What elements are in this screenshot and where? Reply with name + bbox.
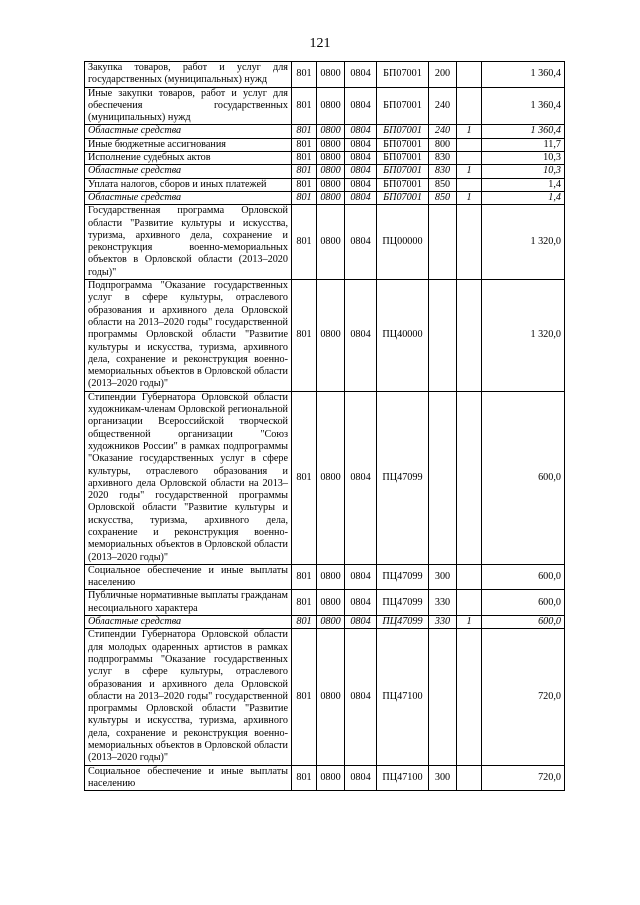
table-row: [85, 191, 565, 204]
amount-cell: 600,0: [482, 391, 565, 564]
expense-type-cell: 850: [429, 191, 457, 204]
subsection-code-cell: 0804: [345, 629, 377, 765]
ministry-code-cell: 801: [292, 391, 317, 564]
expense-name-cell: Областные средства: [85, 165, 292, 178]
target-article-cell: ПЦ47099: [377, 564, 429, 590]
section-code-cell: 0800: [317, 152, 345, 165]
ministry-code-cell: 801: [292, 152, 317, 165]
ministry-code-cell: 801: [292, 138, 317, 151]
section-code-cell: 0800: [317, 87, 345, 125]
expense-type-cell: 830: [429, 165, 457, 178]
table-row: [85, 178, 565, 191]
expense-name-cell: Социальное обеспечение и иные выплаты населению: [85, 765, 292, 791]
funding-source-cell: [457, 87, 482, 125]
subsection-code-cell: 0804: [345, 590, 377, 616]
target-article-cell: БП07001: [377, 138, 429, 151]
subsection-code-cell: 0804: [345, 178, 377, 191]
section-code-cell: 0800: [317, 629, 345, 765]
target-article-cell: ПЦ47100: [377, 629, 429, 765]
amount-cell: 720,0: [482, 765, 565, 791]
ministry-code-cell: 801: [292, 205, 317, 280]
funding-source-cell: 1: [457, 191, 482, 204]
subsection-code-cell: 0804: [345, 125, 377, 138]
table-row: [85, 205, 565, 280]
funding-source-cell: [457, 765, 482, 791]
table-row: [85, 165, 565, 178]
target-article-cell: ПЦ47099: [377, 616, 429, 629]
ministry-code-cell: 801: [292, 125, 317, 138]
target-article-cell: ПЦ47099: [377, 590, 429, 616]
table-row: [85, 87, 565, 125]
funding-source-cell: [457, 564, 482, 590]
subsection-code-cell: 0804: [345, 205, 377, 280]
budget-table-body: [85, 62, 565, 791]
expense-type-cell: 830: [429, 152, 457, 165]
target-article-cell: ПЦ00000: [377, 205, 429, 280]
target-article-cell: БП07001: [377, 178, 429, 191]
table-row: [85, 765, 565, 791]
table-row: [85, 125, 565, 138]
expense-name-cell: Иные закупки товаров, работ и услуг для обеспечения государственных (муниципальных) нужд: [85, 87, 292, 125]
amount-cell: 1,4: [482, 191, 565, 204]
table-row: [85, 138, 565, 151]
funding-source-cell: [457, 178, 482, 191]
funding-source-cell: [457, 590, 482, 616]
section-code-cell: 0800: [317, 564, 345, 590]
section-code-cell: 0800: [317, 62, 345, 88]
funding-source-cell: [457, 62, 482, 88]
expense-name-cell: Государственная программа Орловской области "Развитие культуры и искусства, туризма, архивного дела, сохранение и реконструкция военно-мемориальных объектов в Орловской области (2013–2020 годы)": [85, 205, 292, 280]
section-code-cell: 0800: [317, 280, 345, 392]
table-row: [85, 629, 565, 765]
amount-cell: 600,0: [482, 616, 565, 629]
amount-cell: 1 320,0: [482, 205, 565, 280]
subsection-code-cell: 0804: [345, 280, 377, 392]
target-article-cell: БП07001: [377, 87, 429, 125]
amount-cell: 1,4: [482, 178, 565, 191]
subsection-code-cell: 0804: [345, 152, 377, 165]
subsection-code-cell: 0804: [345, 564, 377, 590]
expense-name-cell: Областные средства: [85, 616, 292, 629]
target-article-cell: ПЦ40000: [377, 280, 429, 392]
ministry-code-cell: 801: [292, 178, 317, 191]
section-code-cell: 0800: [317, 765, 345, 791]
table-row: [85, 590, 565, 616]
expense-type-cell: 300: [429, 765, 457, 791]
ministry-code-cell: 801: [292, 765, 317, 791]
target-article-cell: ПЦ47099: [377, 391, 429, 564]
table-row: [85, 616, 565, 629]
section-code-cell: 0800: [317, 205, 345, 280]
ministry-code-cell: 801: [292, 165, 317, 178]
amount-cell: 1 360,4: [482, 87, 565, 125]
subsection-code-cell: 0804: [345, 165, 377, 178]
subsection-code-cell: 0804: [345, 138, 377, 151]
expense-name-cell: Закупка товаров, работ и услуг для государственных (муниципальных) нужд: [85, 62, 292, 88]
ministry-code-cell: 801: [292, 590, 317, 616]
subsection-code-cell: 0804: [345, 191, 377, 204]
target-article-cell: БП07001: [377, 125, 429, 138]
expense-name-cell: Исполнение судебных актов: [85, 152, 292, 165]
ministry-code-cell: 801: [292, 191, 317, 204]
amount-cell: 720,0: [482, 629, 565, 765]
expense-name-cell: Иные бюджетные ассигнования: [85, 138, 292, 151]
ministry-code-cell: 801: [292, 616, 317, 629]
section-code-cell: 0800: [317, 590, 345, 616]
amount-cell: 10,3: [482, 152, 565, 165]
subsection-code-cell: 0804: [345, 62, 377, 88]
ministry-code-cell: 801: [292, 564, 317, 590]
section-code-cell: 0800: [317, 178, 345, 191]
expense-type-cell: [429, 391, 457, 564]
expense-name-cell: Публичные нормативные выплаты гражданам несоциального характера: [85, 590, 292, 616]
expense-type-cell: 330: [429, 590, 457, 616]
subsection-code-cell: 0804: [345, 87, 377, 125]
funding-source-cell: [457, 391, 482, 564]
subsection-code-cell: 0804: [345, 391, 377, 564]
amount-cell: 10,3: [482, 165, 565, 178]
funding-source-cell: [457, 205, 482, 280]
expense-name-cell: Стипендии Губернатора Орловской области для молодых одаренных артистов в рамках подпрограммы "Оказание государственных услуг в сфере культуры, отраслевого образования и архивного дела Орловской области на 2013–2020 годы" государственной программы Орловской области "Развитие культуры и искусства, туризма, архивного дела, сохранение и реконструкция военно-мемориальных объектов в Орловской области (2013–2020 годы)": [85, 629, 292, 765]
target-article-cell: БП07001: [377, 62, 429, 88]
ministry-code-cell: 801: [292, 629, 317, 765]
table-row: [85, 280, 565, 392]
expense-name-cell: Областные средства: [85, 125, 292, 138]
amount-cell: 1 320,0: [482, 280, 565, 392]
target-article-cell: БП07001: [377, 165, 429, 178]
expense-type-cell: [429, 629, 457, 765]
budget-table: [84, 61, 565, 791]
table-row: [85, 564, 565, 590]
amount-cell: 1 360,4: [482, 125, 565, 138]
expense-name-cell: Социальное обеспечение и иные выплаты населению: [85, 564, 292, 590]
target-article-cell: БП07001: [377, 152, 429, 165]
ministry-code-cell: 801: [292, 62, 317, 88]
expense-type-cell: 240: [429, 125, 457, 138]
expense-type-cell: 240: [429, 87, 457, 125]
expense-type-cell: 850: [429, 178, 457, 191]
funding-source-cell: 1: [457, 165, 482, 178]
section-code-cell: 0800: [317, 391, 345, 564]
amount-cell: 600,0: [482, 564, 565, 590]
expense-name-cell: Уплата налогов, сборов и иных платежей: [85, 178, 292, 191]
funding-source-cell: [457, 629, 482, 765]
ministry-code-cell: 801: [292, 280, 317, 392]
funding-source-cell: [457, 152, 482, 165]
expense-name-cell: Подпрограмма "Оказание государственных услуг в сфере культуры, отраслевого образования и архивного дела Орловской области на 2013–2020 годы" государственной программы Орловской области "Развитие культуры и искусства, туризма, архивного дела, сохранение и реконструкция военно-мемориальных объектов в Орловской области (2013–2020 годы)": [85, 280, 292, 392]
table-row: [85, 152, 565, 165]
target-article-cell: БП07001: [377, 191, 429, 204]
funding-source-cell: [457, 280, 482, 392]
expense-type-cell: 800: [429, 138, 457, 151]
expense-type-cell: [429, 280, 457, 392]
funding-source-cell: 1: [457, 616, 482, 629]
target-article-cell: ПЦ47100: [377, 765, 429, 791]
funding-source-cell: 1: [457, 125, 482, 138]
expense-type-cell: [429, 205, 457, 280]
table-row: [85, 391, 565, 564]
ministry-code-cell: 801: [292, 87, 317, 125]
section-code-cell: 0800: [317, 138, 345, 151]
section-code-cell: 0800: [317, 191, 345, 204]
table-row: [85, 62, 565, 88]
section-code-cell: 0800: [317, 616, 345, 629]
subsection-code-cell: 0804: [345, 765, 377, 791]
page-number: 121: [309, 36, 331, 51]
section-code-cell: 0800: [317, 125, 345, 138]
expense-name-cell: Областные средства: [85, 191, 292, 204]
section-code-cell: 0800: [317, 165, 345, 178]
subsection-code-cell: 0804: [345, 616, 377, 629]
amount-cell: 11,7: [482, 138, 565, 151]
amount-cell: 1 360,4: [482, 62, 565, 88]
amount-cell: 600,0: [482, 590, 565, 616]
expense-name-cell: Стипендии Губернатора Орловской области художникам-членам Орловской региональной организации Всероссийской творческой общественной организации "Союз художников России" в рамках подпрограммы "Оказание государственных услуг в сфере культуры, отраслевого образования и архивного дела Орловской области на 2013–2020 годы" государственной программы Орловской области "Развитие культуры и искусства, туризма, архивного дела, сохранение и реконструкция военно-мемориальных объектов в Орловской области (2013–2020 годы)": [85, 391, 292, 564]
expense-type-cell: 200: [429, 62, 457, 88]
funding-source-cell: [457, 138, 482, 151]
expense-type-cell: 330: [429, 616, 457, 629]
expense-type-cell: 300: [429, 564, 457, 590]
